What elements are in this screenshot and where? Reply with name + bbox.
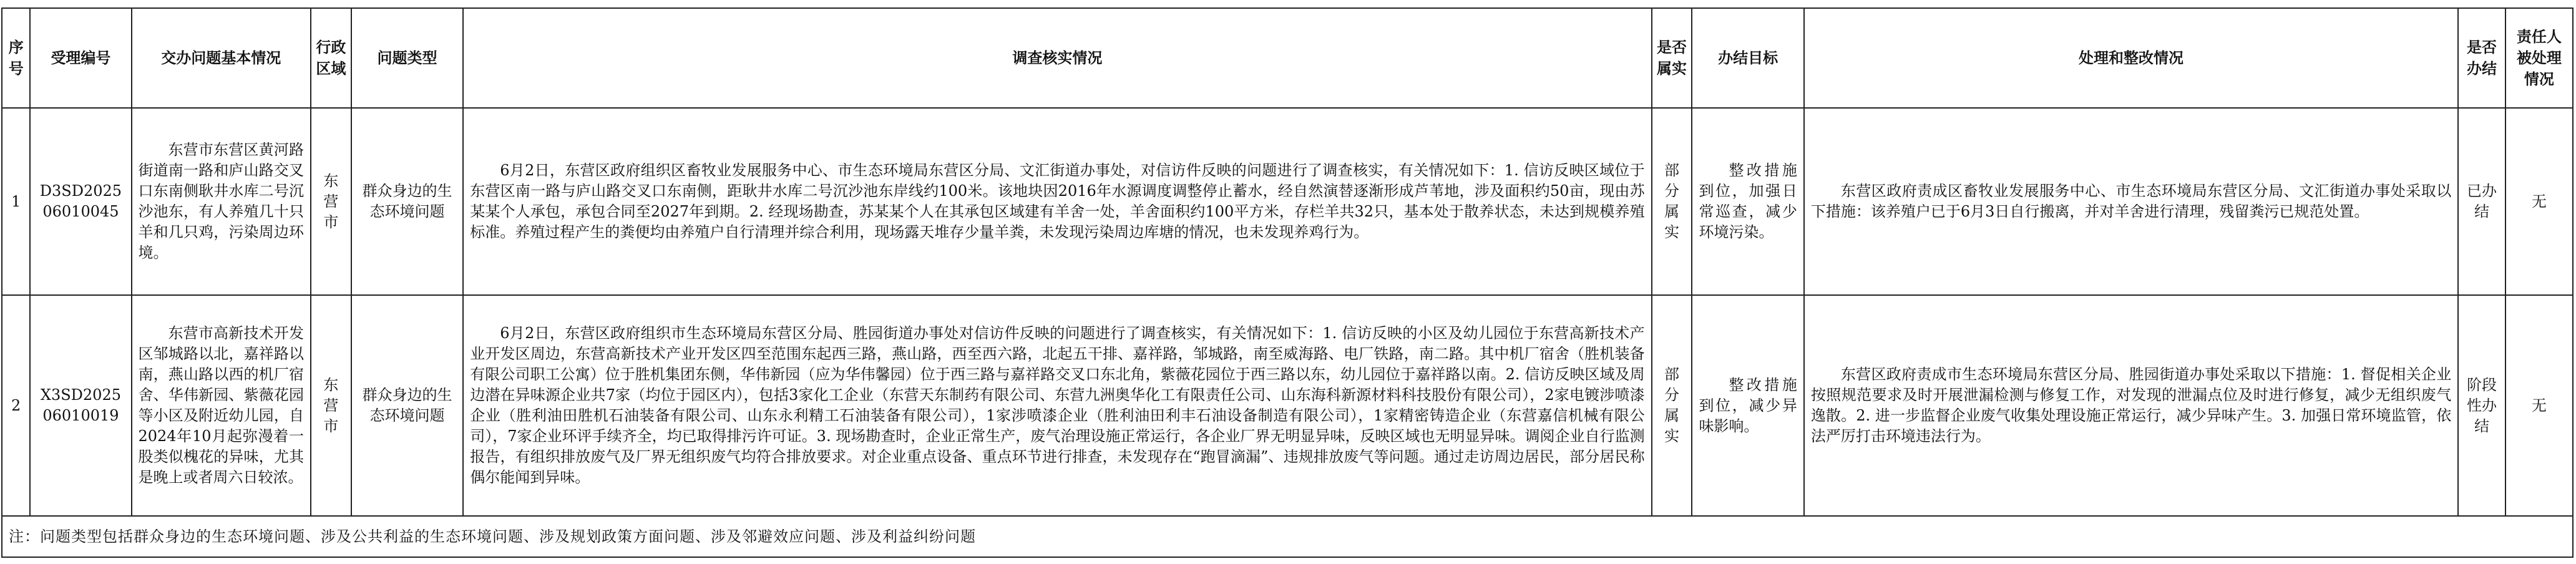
cell-district: 东营市 <box>311 108 351 295</box>
cell-closed: 阶段性办结 <box>2458 295 2505 516</box>
header-handling: 处理和整改情况 <box>1804 8 2458 108</box>
header-row <box>2 8 2573 108</box>
header-district: 行政区域 <box>311 8 351 108</box>
cell-issue: 东营市东营区黄河路街道南一路和庐山路交叉口东南侧耿井水库二号沉沙池东，有人养殖几十只羊和几只鸡，污染周边环境。 <box>132 108 311 295</box>
header-issue: 交办问题基本情况 <box>132 8 311 108</box>
cell-seq: 1 <box>2 108 30 295</box>
header-closed: 是否办结 <box>2458 8 2505 108</box>
cell-handling: 东营区政府责成市生态环境局东营区分局、胜园街道办事处采取以下措施：1. 督促相关企业按照规范要求及时开展泄漏检测与修复工作，对发现的泄漏点位及时进行修复，减少无组织废气逸散。2. 进一步监督企业废气收集处理设施正常运行，减少异味产生。3. 加强日常环境监管，依法严厉打击环境违法行为。 <box>1804 295 2458 516</box>
cell-id: X3SD202506010019 <box>30 295 131 516</box>
header-seq: 序号 <box>2 8 30 108</box>
cell-type: 群众身边的生态环境问题 <box>351 295 463 516</box>
cell-responsible: 无 <box>2505 108 2573 295</box>
cell-handling: 东营区政府责成区畜牧业发展服务中心、市生态环境局东营区分局、文汇街道办事处采取以下措施：该养殖户已于6月3日自行搬离，并对羊舍进行清理，残留粪污已规范处置。 <box>1804 108 2458 295</box>
cell-verified: 部分属实 <box>1652 295 1692 516</box>
header-responsible: 责任人被处理情况 <box>2505 8 2573 108</box>
header-type: 问题类型 <box>351 8 463 108</box>
cell-goal: 整改措施到位，减少异味影响。 <box>1692 295 1803 516</box>
complaint-table <box>1 7 2574 558</box>
table-row <box>2 108 2573 295</box>
header-verified: 是否属实 <box>1652 8 1692 108</box>
header-investigation: 调查核实情况 <box>463 8 1651 108</box>
cell-goal: 整改措施到位，加强日常巡查，减少环境污染。 <box>1692 108 1803 295</box>
cell-id: D3SD202506010045 <box>30 108 131 295</box>
cell-district: 东营市 <box>311 295 351 516</box>
cell-investigation: 6月2日，东营区政府组织市生态环境局东营区分局、胜园街道办事处对信访件反映的问题进行了调查核实，有关情况如下：1. 信访反映的小区及幼儿园位于东营高新技术产业开发区周边，东营高新技术产业开发区四至范围东起西三路，燕山路，西至西六路，北起五干排、嘉祥路，邹城路，南至威海路、电厂铁路，南二路。其中机厂宿舍（胜机装备有限公司职工公寓）位于胜机集团东侧，华伟新园（应为华伟馨园）位于西三路与嘉祥路交叉口东北角，紫薇花园位于西三路以东，幼儿园位于嘉祥路以南。2. 信访反映区域及周边潜在异味源企业共7家（均位于园区内），包括3家化工企业（东营天东制药有限公司、东营九洲奥华化工有限责任公司、山东海科新源材料科技股份有限公司），2家电镀涉喷漆企业（胜利油田胜机石油装备有限公司、山东永利精工石油装备有限公司），1家涉喷漆企业（胜利油田利丰石油设备制造有限公司），1家精密铸造企业（东营嘉信机械有限公司），7家企业环评手续齐全，均已取得排污许可证。3. 现场勘查时，企业正常生产，废气治理设施正常运行，各企业厂界无明显异味，反映区域也无明显异味。调阅企业自行监测报告，有组织排放废气及厂界无组织废气均符合排放要求。对企业重点设备、重点环节进行排查，未发现存在“跑冒滴漏”、违规排放废气等问题。通过走访周边居民，部分居民称偶尔能闻到异味。 <box>463 295 1651 516</box>
cell-closed: 已办结 <box>2458 108 2505 295</box>
cell-verified: 部分属实 <box>1652 108 1692 295</box>
note-row <box>2 516 2573 557</box>
header-id: 受理编号 <box>30 8 131 108</box>
cell-responsible: 无 <box>2505 295 2573 516</box>
cell-issue: 东营市高新技术开发区邹城路以北，嘉祥路以南，燕山路以西的机厂宿舍、华伟新园、紫薇花园等小区及附近幼儿园，自2024年10月起弥漫着一股类似槐花的异味，尤其是晚上或者周六日较浓。 <box>132 295 311 516</box>
cell-seq: 2 <box>2 295 30 516</box>
cell-investigation: 6月2日，东营区政府组织区畜牧业发展服务中心、市生态环境局东营区分局、文汇街道办事处，对信访件反映的问题进行了调查核实，有关情况如下：1. 信访反映区域位于东营区南一路与庐山路交叉口东南侧，距耿井水库二号沉沙池东岸线约100米。该地块因2016年水源调度调整停止蓄水，经自然演替逐渐形成芦苇地，涉及面积约50亩，现由苏某某个人承包，承包合同至2027年到期。2. 经现场勘查，苏某某个人在其承包区域建有羊舍一处，羊舍面积约100平方米，存栏羊共32只，基本处于散养状态，未达到规模养殖标准。养殖过程产生的粪便均由养殖户自行清理并综合利用，现场露天堆存少量羊粪，未发现污染周边库塘的情况，也未发现养鸡行为。 <box>463 108 1651 295</box>
header-goal: 办结目标 <box>1692 8 1803 108</box>
table-note: 注：问题类型包括群众身边的生态环境问题、涉及公共利益的生态环境问题、涉及规划政策方面问题、涉及邻避效应问题、涉及利益纠纷问题 <box>2 516 2573 557</box>
table-row <box>2 295 2573 516</box>
cell-type: 群众身边的生态环境问题 <box>351 108 463 295</box>
